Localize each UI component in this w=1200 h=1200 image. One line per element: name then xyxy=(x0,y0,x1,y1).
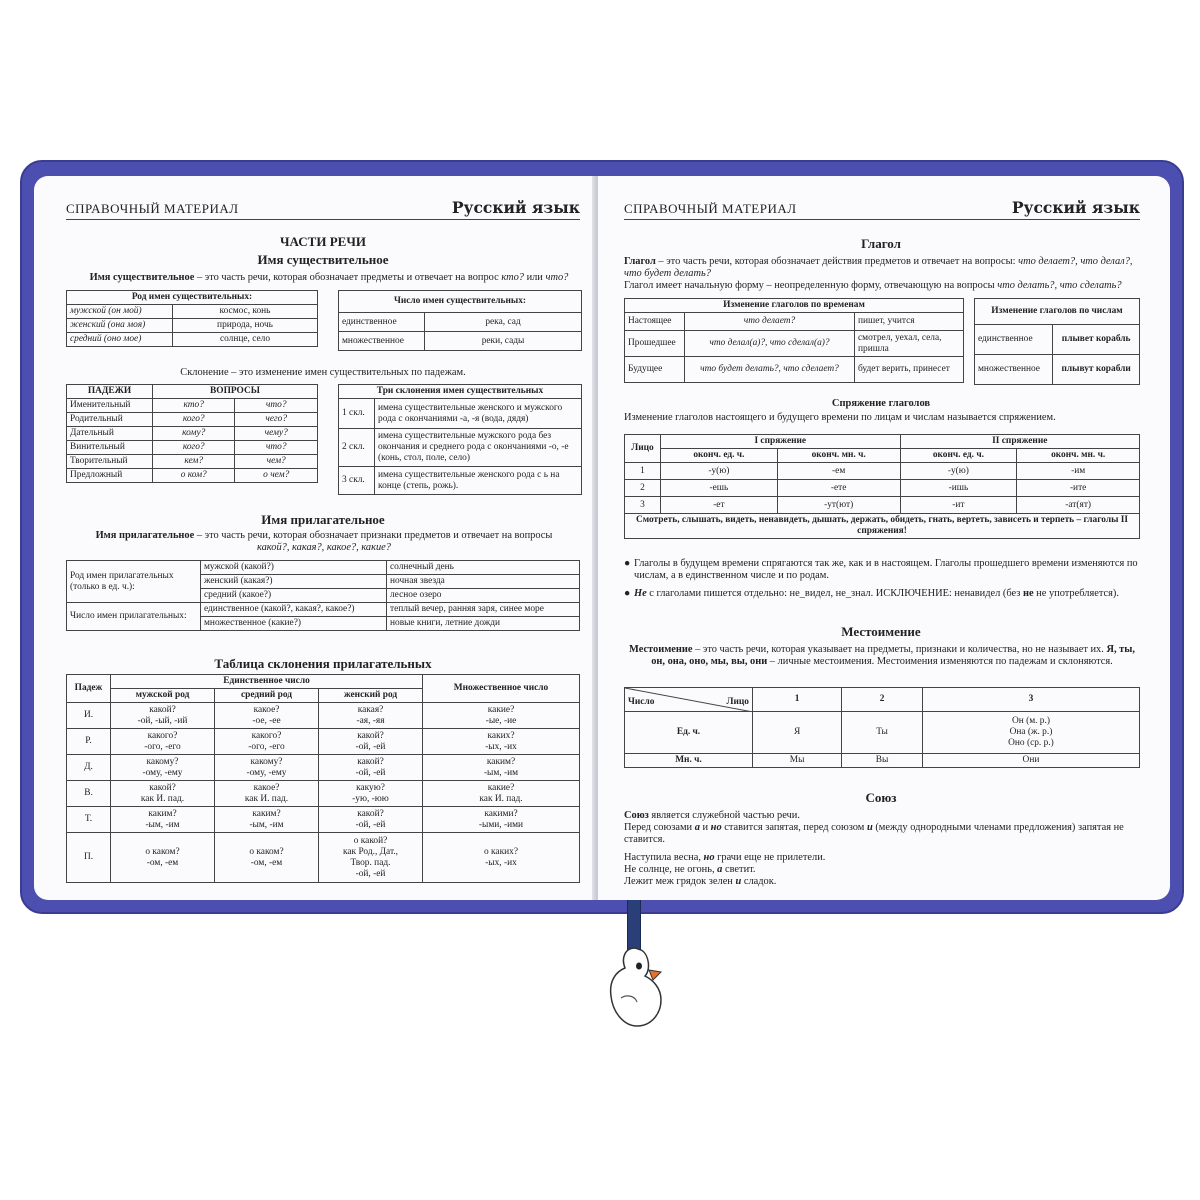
adj-decl-cell: какому? -ому, -ему xyxy=(111,755,215,781)
conj-ending: -ет xyxy=(661,497,778,514)
tense-name: Прошедшее xyxy=(625,331,685,357)
gender-cell: природа, ночь xyxy=(173,319,318,333)
case-question: о чем? xyxy=(235,469,318,483)
conj-person: 1 xyxy=(625,463,661,480)
adj-decl-cell: о какой? как Род., Дат., Твор. пад. -ой, -ей xyxy=(319,833,423,883)
adj-decl-cell: какое? -ое, -ее xyxy=(215,703,319,729)
adjective-definition: Имя прилагательное – это часть речи, которая обозначает признаки предметов и отвечает на вопросы какой?, какая?, какое?, какие? xyxy=(95,530,553,553)
conj-ending: -им xyxy=(1017,463,1140,480)
case-question: кого? xyxy=(153,441,235,455)
adj-decl-cell: какими? -ыми, -ими xyxy=(423,807,580,833)
pron-head-person: Лицо xyxy=(726,697,749,707)
adj-decl-head: Падеж xyxy=(67,675,111,703)
tense-question: что делал(а)?, что сделал(а)? xyxy=(685,331,855,357)
adj-decl-cell: о каком? -ом, -ем xyxy=(215,833,319,883)
conj-ending: -у(ю) xyxy=(900,463,1017,480)
adj-decl-head: Единственное число xyxy=(111,675,423,689)
conj-head: II спряжение xyxy=(900,435,1139,449)
adj-decl-case: В. xyxy=(67,781,111,807)
adj-gender-example: ночная звезда xyxy=(387,575,580,589)
adj-decl-case: Т. xyxy=(67,807,111,833)
adj-decl-head: мужской род xyxy=(111,689,215,703)
conj-ending: -ут(ют) xyxy=(777,497,900,514)
adj-decl-cell: какой? -ой, -ей xyxy=(319,807,423,833)
conj-ending: -ит xyxy=(900,497,1017,514)
adj-decl-row xyxy=(67,703,580,729)
verb-title: Глагол xyxy=(861,236,901,251)
header-section-label: СПРАВОЧНЫЙ МАТЕРИАЛ xyxy=(624,201,797,216)
adj-decl-cell: какую? -ую, -юю xyxy=(319,781,423,807)
three-declensions-table xyxy=(338,384,582,495)
adj-decl-cell: какой? -ой, -ый, -ий xyxy=(111,703,215,729)
verb-number-name: множественное xyxy=(975,355,1053,385)
number-cell: река, сад xyxy=(425,313,582,332)
adj-decl-cell: какое? как И. пад. xyxy=(215,781,319,807)
case-question: чем? xyxy=(235,455,318,469)
pronoun-diagonal-cell xyxy=(625,688,753,712)
pronoun-table xyxy=(624,687,1140,768)
right-page xyxy=(598,176,1170,900)
conjunction-title: Союз xyxy=(865,790,897,805)
number-cell: множественное xyxy=(339,332,425,351)
tense-name: Настоящее xyxy=(625,313,685,331)
conj-ending: -ем xyxy=(777,463,900,480)
pron-cell: Они xyxy=(922,754,1139,768)
verb-number-name: единственное xyxy=(975,325,1053,355)
pron-head-col: 1 xyxy=(753,688,842,712)
conj-head: I спряжение xyxy=(661,435,901,449)
number-cell: реки, сады xyxy=(425,332,582,351)
verb-definition: Глагол – это часть речи, которая обозначает действия предметов и отвечает на вопросы: что делает?, что делал?, что будет делать? Глагол имеет начальную форму – неопределенную форму, отвечающую на вопросы что делать?, что сделать? xyxy=(624,256,1133,291)
adjective-declension-table xyxy=(66,674,580,883)
case-question: кого? xyxy=(153,413,235,427)
tense-head: Изменение глаголов по временам xyxy=(625,299,964,313)
adj-decl-cell: каких? -ых, -их xyxy=(423,729,580,755)
tense-question: что делает? xyxy=(685,313,855,331)
adj-gender-form: мужской (какой?) xyxy=(201,561,387,575)
case-question: кем? xyxy=(153,455,235,469)
pron-head-col: 3 xyxy=(922,688,1139,712)
adj-decl-cell: какие? как И. пад. xyxy=(423,781,580,807)
adj-gender-form: женский (какая?) xyxy=(201,575,387,589)
left-page xyxy=(34,176,596,900)
adj-decl-cell: какого? -ого, -его xyxy=(215,729,319,755)
adj-gender-form: средний (какое?) xyxy=(201,589,387,603)
header-subject-title: Русский язык xyxy=(1011,198,1140,217)
adj-decl-cell: каким? -ым, -им xyxy=(215,807,319,833)
adj-decl-row xyxy=(67,781,580,807)
case-question: чего? xyxy=(235,413,318,427)
parts-of-speech-title: ЧАСТИ РЕЧИ xyxy=(280,234,366,249)
tense-example: смотрел, уехал, села, пришла xyxy=(855,331,964,357)
conj-person: 2 xyxy=(625,480,661,497)
noun-gender-head: Род имен существительных: xyxy=(67,291,318,305)
adj-decl-cell: о каких? -ых, -их xyxy=(423,833,580,883)
case-name: Творительный xyxy=(67,455,153,469)
conj-head: Лицо xyxy=(625,435,661,463)
tense-question: что будет делать?, что сделает? xyxy=(685,357,855,383)
conj-head: оконч. мн. ч. xyxy=(777,449,900,463)
adj-decl-head: средний род xyxy=(215,689,319,703)
tense-example: пишет, учится xyxy=(855,313,964,331)
declension-desc: имена существительные женского рода с ь на конце (степь, рожь). xyxy=(375,467,582,495)
verb-bullet-1: ● Глаголы в будущем времени спрягаются так же, как и в настоящем. Глаголы прошедшего времени изменяются по числам, а в единственном числе и по родам. xyxy=(624,558,1140,582)
adj-number-form: множественное (какие?) xyxy=(201,617,387,631)
adj-decl-row xyxy=(67,807,580,833)
conj-ending: -ат(ят) xyxy=(1017,497,1140,514)
verb-number-example: плывут корабли xyxy=(1053,355,1140,385)
right-page-header xyxy=(624,198,1140,220)
adj-decl-cell: какие? -ые, -ие xyxy=(423,703,580,729)
conj-row xyxy=(625,497,1140,514)
case-name: Винительный xyxy=(67,441,153,455)
pron-head-col: 2 xyxy=(842,688,923,712)
conjunction-text: Союз является служебной частью речи. Перед союзами а и но ставится запятая, перед союзом и (между однородными членами предложения) запятая не ставится. Наступила весна, но грачи еще не прилетели. Не солнце, не огонь, а светит. Лежит меж грядок зелен и сладок. xyxy=(624,810,1124,887)
adj-gender-example: солнечный день xyxy=(387,561,580,575)
case-name: Именительный xyxy=(67,399,153,413)
adj-number-form: единственное (какой?, какая?, какое?) xyxy=(201,603,387,617)
conjugation-note xyxy=(625,514,1140,539)
adj-decl-case: П. xyxy=(67,833,111,883)
conj-ending: -ете xyxy=(777,480,900,497)
conj-ending: -ешь xyxy=(661,480,778,497)
verb-tense-table xyxy=(624,298,964,383)
adj-decl-cell: какой? как И. пад. xyxy=(111,781,215,807)
conj-head: оконч. ед. ч. xyxy=(661,449,778,463)
three-declensions-head: Три склонения имен существительных xyxy=(339,385,582,399)
conj-head: оконч. мн. ч. xyxy=(1017,449,1140,463)
verb-number-head: Изменение глаголов по числам xyxy=(975,299,1140,325)
left-page-header xyxy=(66,198,580,220)
verb-number-table xyxy=(974,298,1140,385)
conj-head: оконч. ед. ч. xyxy=(900,449,1017,463)
conjugation-definition: Изменение глаголов настоящего и будущего времени по лицам и числам называется спряжением. xyxy=(624,412,1056,423)
adj-decl-cell: какому? -ому, -ему xyxy=(215,755,319,781)
case-name: Предложный xyxy=(67,469,153,483)
adj-gender-label: Род имен прилагательных (только в ед. ч.): xyxy=(67,561,201,603)
adj-decl-case: Д. xyxy=(67,755,111,781)
adj-gender-example: лесное озеро xyxy=(387,589,580,603)
adj-decl-cell: какого? -ого, -его xyxy=(111,729,215,755)
adj-decl-cell: какой? -ой, -ей xyxy=(319,729,423,755)
conjugation-note-text: Смотреть, слышать, видеть, ненавидеть, дышать, держать, обидеть, гнать, вертеть, зависеть и терпеть – глаголы II спряжения! xyxy=(635,515,1129,536)
gender-cell: солнце, село xyxy=(173,333,318,347)
tense-name: Будущее xyxy=(625,357,685,383)
declension-num: 3 скл. xyxy=(339,467,375,495)
header-subject-title: Русский язык xyxy=(451,198,580,217)
verb-bullet-2: ● Не с глаголами пишется отдельно: не_видел, не_знал. ИСКЛЮЧЕНИЕ: ненавидел (без не не употребляется). xyxy=(624,588,1140,600)
pron-cell: Он (м. р.) Она (ж. р.) Оно (ср. р.) xyxy=(922,712,1139,754)
pron-cell: Ты xyxy=(842,712,923,754)
declension-desc: имена существительные женского и мужского рода с окончаниями -а, -я (вода, дядя) xyxy=(375,399,582,429)
pron-row-label: Ед. ч. xyxy=(625,712,753,754)
case-question: что? xyxy=(235,441,318,455)
adj-decl-row xyxy=(67,729,580,755)
pron-cell: Вы xyxy=(842,754,923,768)
verb-number-example: плывет корабль xyxy=(1053,325,1140,355)
pron-cell: Я xyxy=(753,712,842,754)
duck-icon xyxy=(605,942,665,1030)
case-question: кому? xyxy=(153,427,235,441)
cases-table xyxy=(66,384,318,483)
cases-head: ВОПРОСЫ xyxy=(153,385,318,399)
noun-number-head: Число имен существительных: xyxy=(339,291,582,313)
adj-decl-cell: каким? -ым, -им xyxy=(111,807,215,833)
conj-ending: -ишь xyxy=(900,480,1017,497)
conj-row xyxy=(625,480,1140,497)
number-cell: единственное xyxy=(339,313,425,332)
adj-number-label: Число имен прилагательных: xyxy=(67,603,201,631)
noun-gender-table xyxy=(66,290,318,347)
conj-body xyxy=(625,463,1140,514)
gender-cell: космос, конь xyxy=(173,305,318,319)
pronoun-definition: Местоимение – это часть речи, которая указывает на предметы, признаки и количества, но не называет их. Я, ты, он, она, оно, мы, вы, они – личные местоимения. Местоимения изменяются по падежам и склоняются. xyxy=(629,644,1135,667)
pronoun-title: Местоимение xyxy=(841,624,921,639)
declension-desc: имена существительные мужского рода без окончания и среднего рода с окончаниями -о, -е (конь, стол, поле, село) xyxy=(375,429,582,467)
case-question: чему? xyxy=(235,427,318,441)
adjective-declension-title: Таблица склонения прилагательных xyxy=(214,656,432,671)
header-section-label: СПРАВОЧНЫЙ МАТЕРИАЛ xyxy=(66,201,239,216)
adj-decl-case: Р. xyxy=(67,729,111,755)
adjective-title: Имя прилагательное xyxy=(261,512,385,527)
noun-definition: Имя существительное – это часть речи, которая обозначает предметы и отвечает на вопрос кто? или что? xyxy=(89,272,569,283)
adj-decl-case: И. xyxy=(67,703,111,729)
noun-title: Имя существительное xyxy=(257,252,389,267)
adj-decl-cell: какая? -ая, -яя xyxy=(319,703,423,729)
cases-head: ПАДЕЖИ xyxy=(67,385,153,399)
case-name: Родительный xyxy=(67,413,153,427)
gender-cell: средний (оно мое) xyxy=(67,333,173,347)
adj-decl-row xyxy=(67,755,580,781)
verb-bullet-2-text: Не с глаголами пишется отдельно: не_видел, не_знал. ИСКЛЮЧЕНИЕ: ненавидел (без не не употребляется). xyxy=(634,588,1119,599)
adj-decl-cell: о каком? -ом, -ем xyxy=(111,833,215,883)
tense-example: будет верить, принесет xyxy=(855,357,964,383)
case-question: что? xyxy=(235,399,318,413)
case-question: кто? xyxy=(153,399,235,413)
pron-cell: Мы xyxy=(753,754,842,768)
adj-decl-body xyxy=(67,703,580,883)
pron-row-label: Мн. ч. xyxy=(625,754,753,768)
case-question: о ком? xyxy=(153,469,235,483)
conjugation-table xyxy=(624,434,1140,539)
conj-row xyxy=(625,463,1140,480)
adj-decl-head: Множественное число xyxy=(423,675,580,703)
adj-decl-cell: какой? -ой, -ей xyxy=(319,755,423,781)
adj-number-example: теплый вечер, ранняя заря, синее море xyxy=(387,603,580,617)
conjugation-title: Спряжение глаголов xyxy=(831,398,931,409)
adj-decl-row xyxy=(67,833,580,883)
adj-decl-head: женский род xyxy=(319,689,423,703)
pron-head-number: Число xyxy=(628,697,655,707)
noun-number-table xyxy=(338,290,582,351)
declension-num: 1 скл. xyxy=(339,399,375,429)
adjective-gender-number-table xyxy=(66,560,580,631)
gender-cell: женский (она моя) xyxy=(67,319,173,333)
declension-definition: Склонение – это изменение имен существительных по падежам. xyxy=(180,367,466,378)
declension-num: 2 скл. xyxy=(339,429,375,467)
verb-bullet-1-text: Глаголы в будущем времени спрягаются так же, как и в настоящем. Глаголы прошедшего времени изменяются по числам, а в единственном числе и по родам. xyxy=(634,558,1138,581)
conj-ending: -ите xyxy=(1017,480,1140,497)
case-name: Дательный xyxy=(67,427,153,441)
adj-decl-cell: каким? -ым, -им xyxy=(423,755,580,781)
gender-cell: мужской (он мой) xyxy=(67,305,173,319)
adj-number-example: новые книги, летние дожди xyxy=(387,617,580,631)
conj-person: 3 xyxy=(625,497,661,514)
conj-ending: -у(ю) xyxy=(661,463,778,480)
